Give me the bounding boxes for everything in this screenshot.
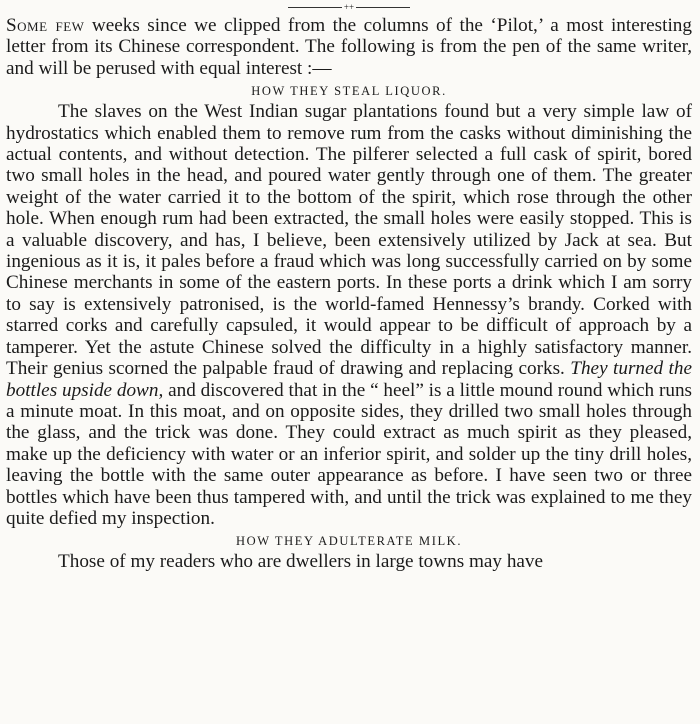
body-paragraph-steal-liquor (6, 101, 692, 529)
rule-line-right (356, 7, 410, 8)
italic-phrase: They turned the bottles upside down, (6, 358, 692, 401)
section-heading-steal-liquor: HOW THEY STEAL LIQUOR. (251, 84, 447, 99)
rule-ornament: ++ (343, 1, 355, 12)
body-text-part-1: The slaves on the West Indian sugar plantations found but a very simple law of hydrostatics which enabled them to remove rum from the casks without diminishing the actual contents, and without detection. The pilferer selected a full cask of spirit, bored two small holes in the head, and poured water gently through one of them. The greater weight of the water carried it to the bottom of the spirit, which rose through the other hole. When enough rum had been extracted, the small holes were easily stopped. This is a valuable discovery, and has, I believe, been extensively utilized by Jack at sea. But ingenious as it is, it pales before a fraud which was long successfully carried on by some Chinese merchants in some of the eastern ports. In these ports a drink which I am sorry to say is extensively patronised, is the world-famed Hennessy’s brandy. Corked with starred corks and carefully capsuled, it would appear to be difficult of approach by a tamperer. Yet the astute Chinese solved the difficulty in a highly satisfactory manner. Their genius scorned the palpable fraud of drawing and replacing corks. (6, 101, 692, 380)
rule-line-left (288, 7, 342, 8)
body-paragraph-adulterate-milk: Those of my readers who are dwellers in large towns may have (58, 551, 544, 573)
intro-paragraph (6, 15, 692, 79)
body-text-part-2: and discovered that in the “ heel” is a little mound round which runs a minute moat. In this moat, and on opposite sides, they drilled two small holes through the glass, and the trick was done. They could extract as much spirit as they pleased, make up the deficiency with water or an inferior spirit, and solder up the tiny drill holes, leaving the bottle with the same outer appearance as before. I have seen two or three bottles which have been thus tampered with, and until the trick was explained to me they quite defied my inspection. (6, 379, 693, 529)
section-heading-adulterate-milk: HOW THEY ADULTERATE MILK. (235, 534, 463, 549)
intro-lead-words: Some few (6, 15, 85, 36)
ornamental-rule (6, 2, 692, 12)
intro-text: weeks since we clipped from the columns of the ‘Pilot,’ a most interesting letter from its Chinese correspondent. The following is from the pen of the same writer, and will be perused with equal interest :— (6, 15, 692, 79)
